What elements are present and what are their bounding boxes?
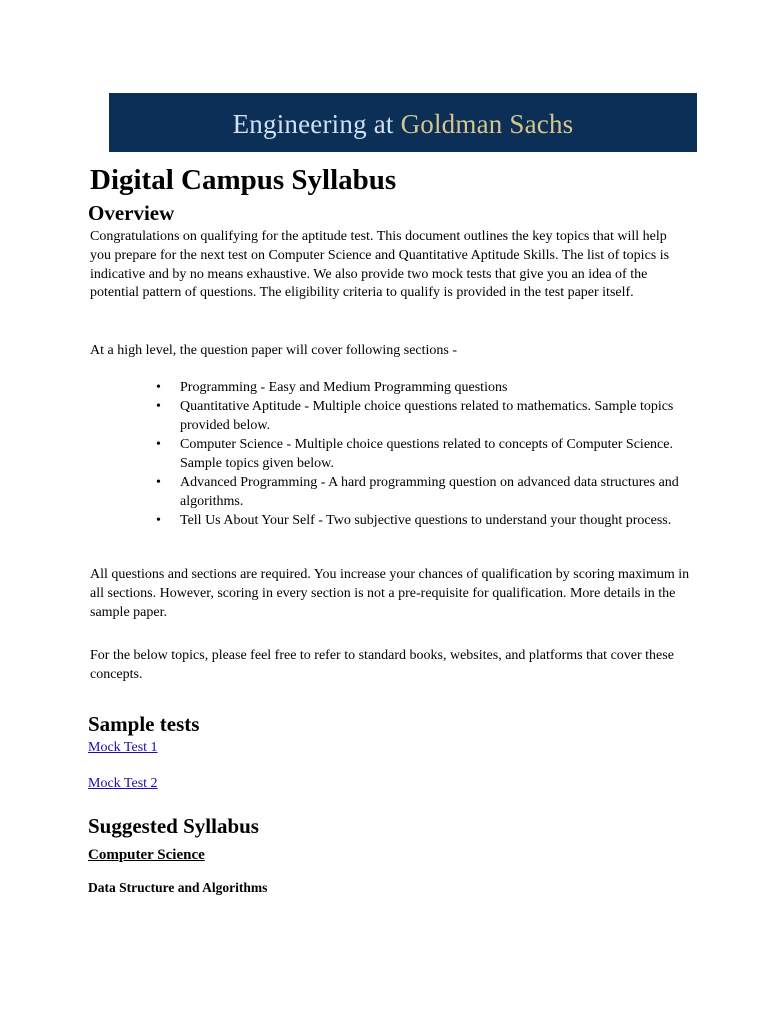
banner-title-part1: Engineering at [232, 109, 401, 139]
suggested-syllabus-heading: Suggested Syllabus [88, 814, 259, 838]
mock-test-1-link[interactable]: Mock Test 1 [88, 740, 158, 755]
banner-title [233, 111, 574, 138]
list-item: • Advanced Programming - A hard programming question on advanced data structures and algorithms. [155, 473, 685, 511]
page-title: Digital Campus Syllabus [90, 164, 397, 196]
banner-title-part2: Goldman Sachs [400, 109, 574, 139]
overview-heading: Overview [88, 201, 175, 225]
list-item: • Quantitative Aptitude - Multiple choice questions related to mathematics. Sample topics provided below. [155, 397, 685, 435]
sample-tests-heading: Sample tests [88, 712, 200, 736]
list-item: • Computer Science - Multiple choice questions related to concepts of Computer Science. Sample topics given below. [155, 435, 685, 473]
sections-list [155, 378, 685, 530]
mock-test-2-link[interactable]: Mock Test 2 [88, 776, 158, 791]
list-item: • Tell Us About Your Self - Two subjective questions to understand your thought process. [155, 511, 685, 530]
overview-paragraph-sections-intro: At a high level, the question paper will cover following sections - [90, 343, 458, 358]
computer-science-subheading: Computer Science [88, 847, 205, 863]
data-structures-subheading: Data Structure and Algorithms [88, 880, 268, 895]
list-item: • Programming - Easy and Medium Programming questions [155, 378, 685, 397]
overview-paragraph-resources: For the below topics, please feel free to refer to standard books, websites, and platforms that cover these concepts. [90, 648, 674, 682]
overview-paragraph-intro: Congratulations on qualifying for the aptitude test. This document outlines the key topics that will help you prepare for the next test on Computer Science and Quantitative Aptitude Skills. The list of topics is indicative and by no means exhaustive. We also provide two mock tests that give you an idea of the potential pattern of questions. The eligibility criteria to qualify is provided in the test paper itself. [90, 229, 670, 301]
header-banner [109, 93, 697, 152]
overview-paragraph-requirements: All questions and sections are required. You increase your chances of qualification by scoring maximum in all sections. However, scoring in every section is not a pre-requisite for qualification. More details in the sample paper. [90, 567, 690, 620]
